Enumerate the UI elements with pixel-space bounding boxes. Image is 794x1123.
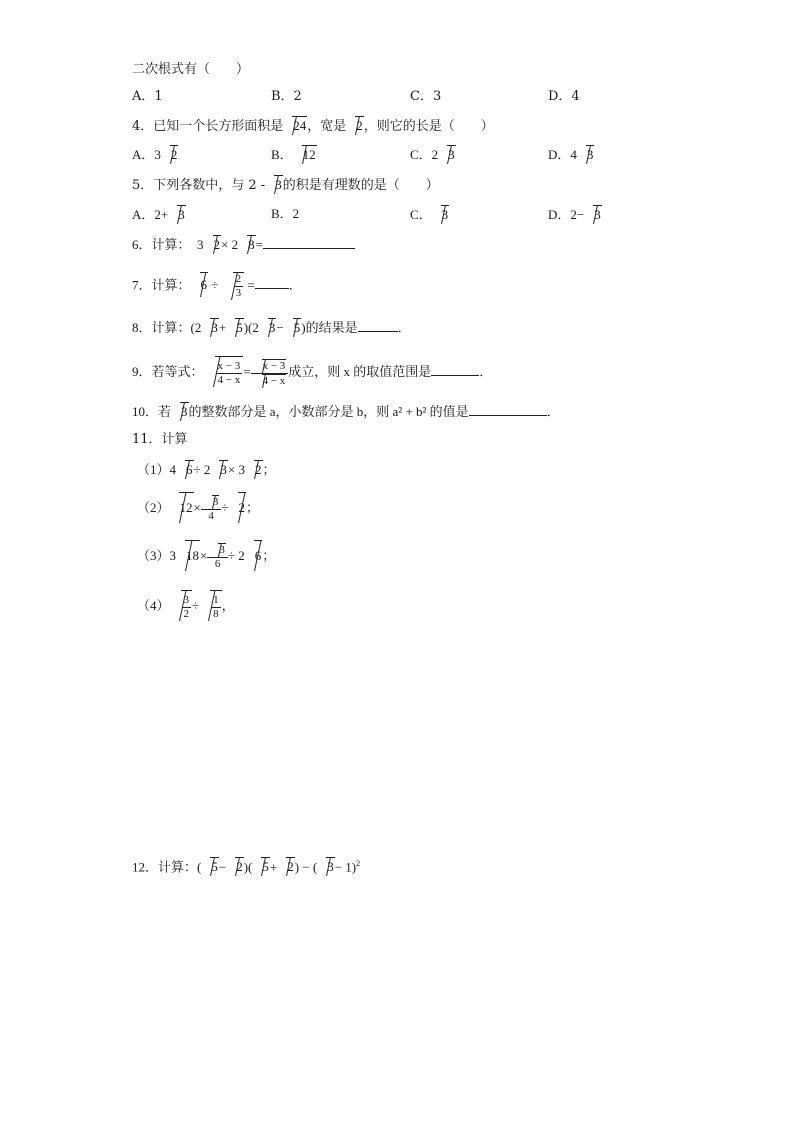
q4-option-b: B． 12	[271, 147, 316, 162]
q3-option-a: A．1	[132, 89, 163, 104]
q9-answer-blank[interactable]	[431, 362, 479, 376]
q6-answer-blank[interactable]	[263, 235, 355, 249]
q6-line: 6．计算： 3 2× 2 8=	[132, 235, 355, 254]
q11-part-2: （2） 12× $\frac{3}{4}$ ÷ 2；	[137, 492, 259, 523]
q4-stem: 4．已知一个长方形面积是 24，宽是 2，则它的长是（ ）	[132, 118, 494, 134]
q10-line: 10．若 3的整数部分是 a，小数部分是 b，则 a² + b² 的值是 ．	[132, 404, 560, 419]
q11-part-1: （1）4 6÷ 2 3× 3 2；	[137, 462, 276, 477]
q4-option-a: A．3 2	[132, 147, 178, 162]
q3-stem: 二次根式有（ ）	[132, 62, 250, 77]
q5-option-c: C． 3	[410, 207, 449, 222]
q11-title: 11．计算	[132, 432, 188, 447]
q4-option-c: C．2 3	[410, 147, 455, 162]
q5-option-b: B．2	[271, 206, 300, 221]
q5-stem: 5．下列各数中，与 2 - 3的积是有理数的是（ ）	[132, 177, 439, 193]
q11-part-4: （4） $\frac{3}{2}$ ÷ $\frac{1}{8}$ ，	[137, 590, 235, 621]
q5-option-d: D．2− 3	[548, 207, 601, 222]
q12-line: 12．计算：( 5− 2)( 5+ 2) − ( 3− 1)$^2$	[132, 859, 361, 875]
q8-answer-blank[interactable]	[358, 318, 398, 332]
q4-option-d: D．4 3	[548, 147, 594, 162]
q7-line: 7．计算： 6 ÷ $\frac{2}{3}$ = ．	[132, 273, 302, 299]
q3-option-d: D．4	[548, 89, 580, 104]
q11-part-3: （3）3 18× $\frac{3}{6}$ ÷ 2 6；	[137, 540, 275, 571]
q5-option-a: A．2+ 3	[132, 207, 185, 222]
q8-line: 8．计算：(2 3+ 5)(2 3− 5)的结果是 ．	[132, 320, 411, 335]
q3-option-c: C．3	[410, 89, 442, 104]
q7-answer-blank[interactable]	[255, 275, 289, 289]
q10-answer-blank[interactable]	[469, 402, 547, 416]
q3-option-b: B．2	[271, 89, 302, 104]
q9-line: 9．若等式： $\frac{x - 3}{4 - x}$ = $\frac{x - 3}{4 - x}$ 成立，则 x 的取值范围是 ．	[132, 356, 492, 388]
